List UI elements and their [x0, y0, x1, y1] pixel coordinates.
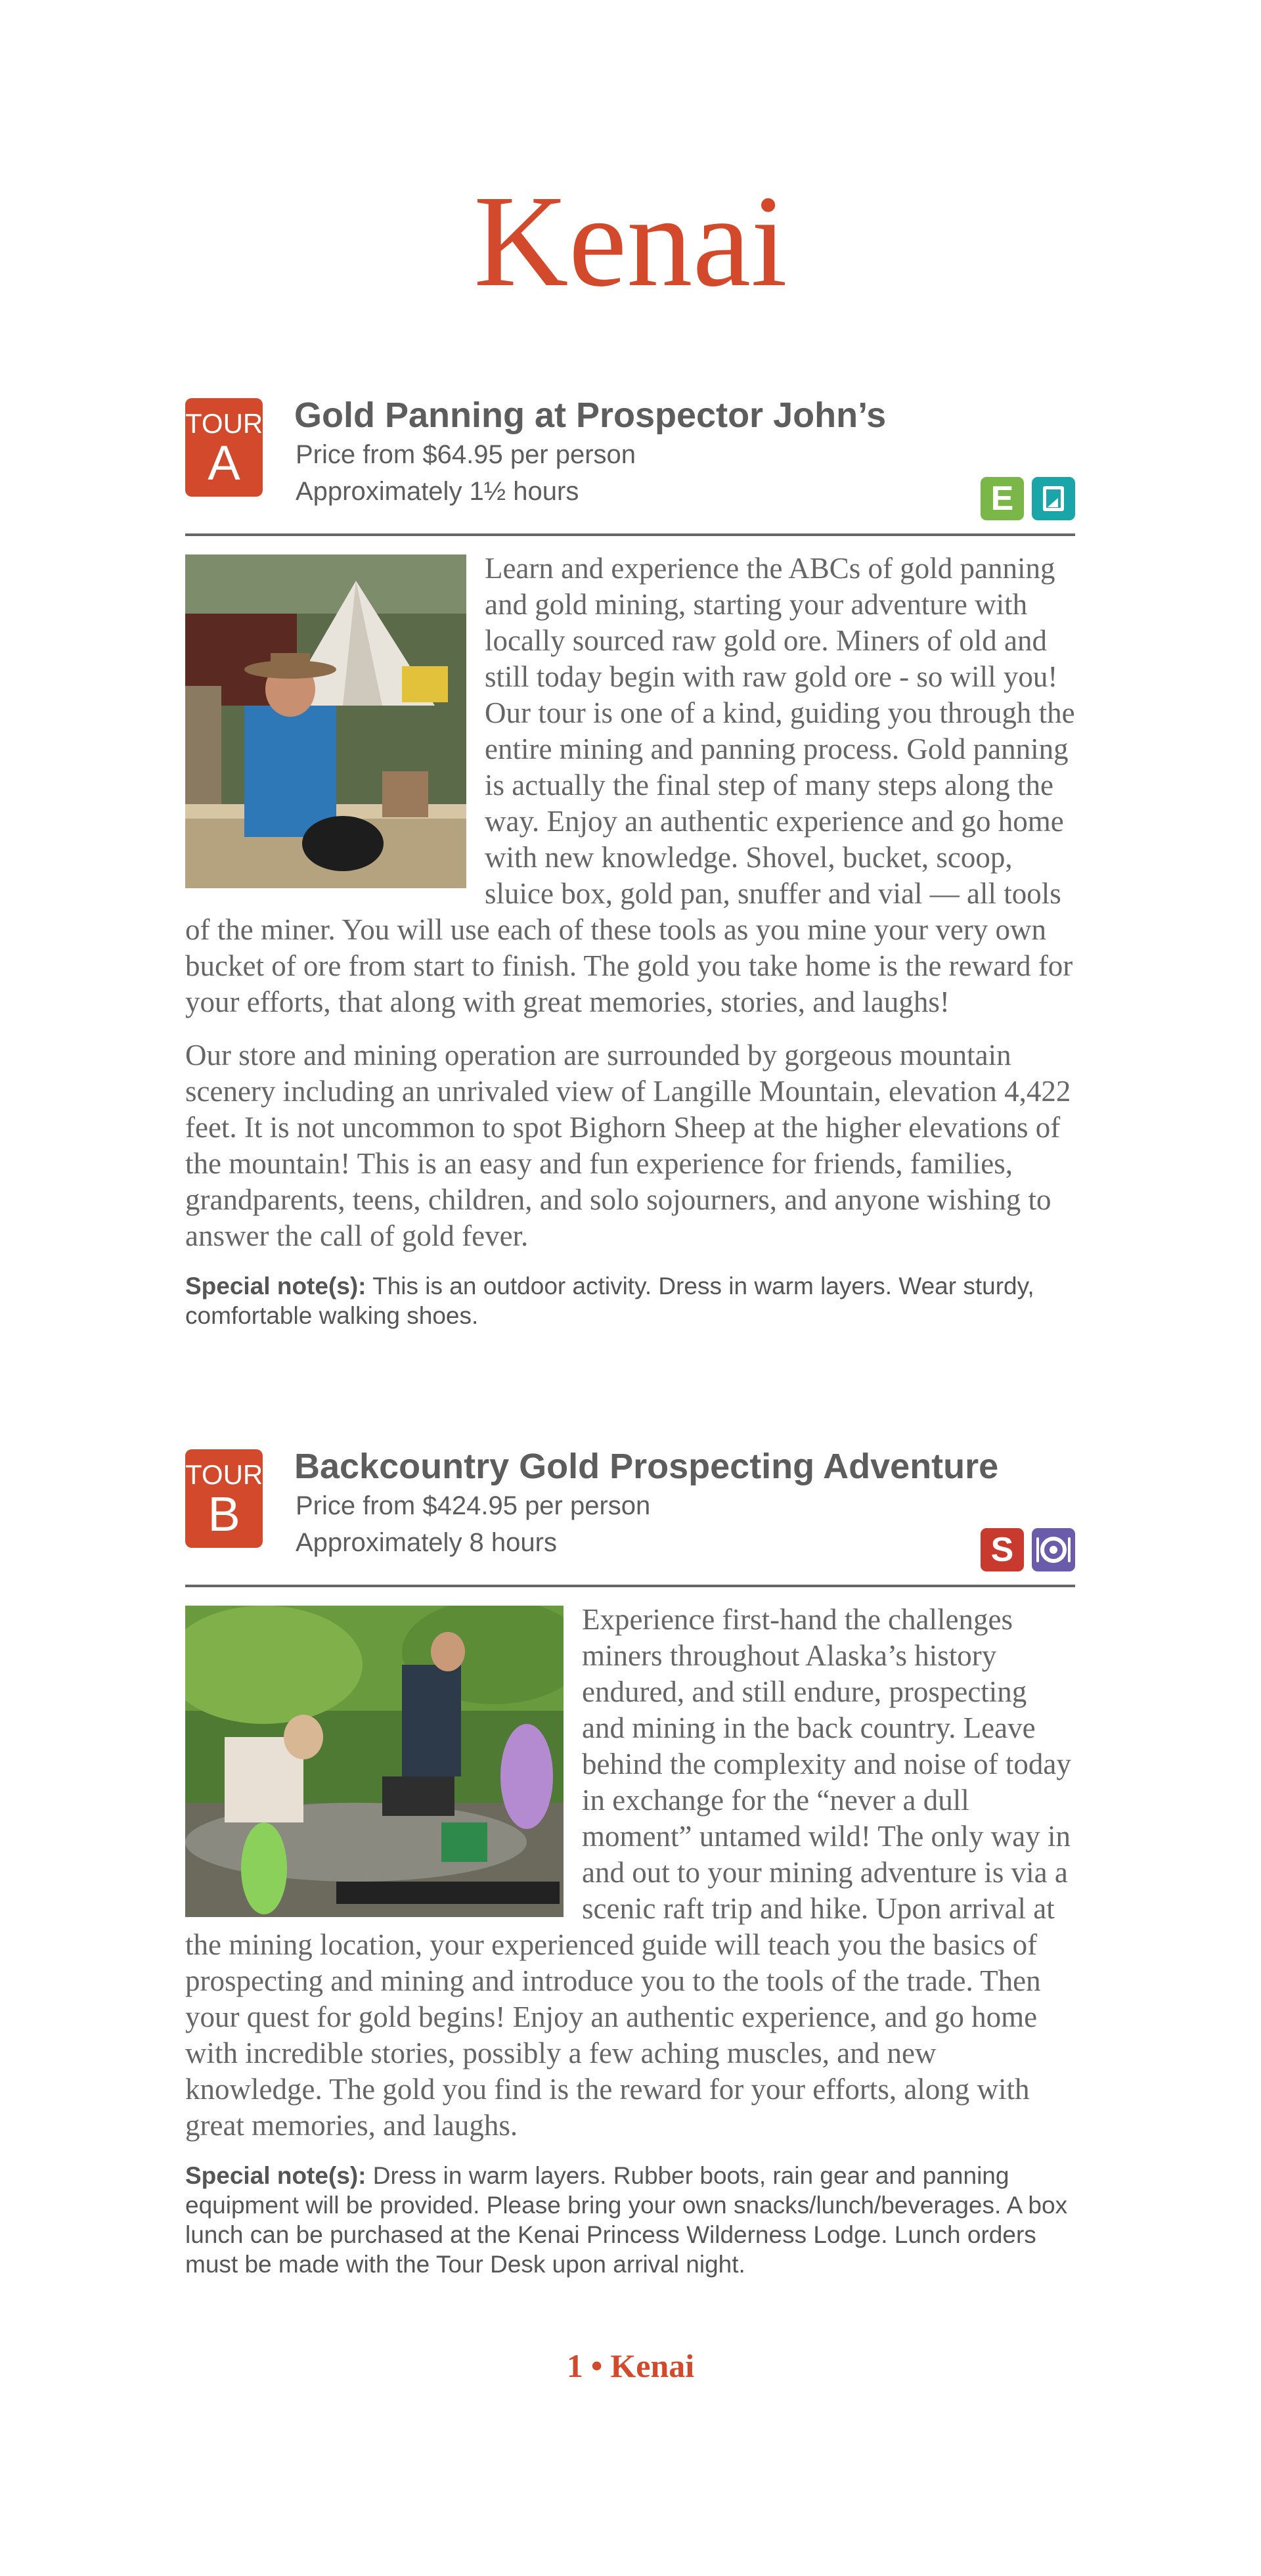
badge-word: TOUR: [185, 408, 263, 439]
tour-duration: Approximately 1½ hours: [296, 477, 579, 506]
special-note-label: Special note(s):: [185, 2162, 366, 2189]
easy-activity-icon: E: [981, 477, 1024, 520]
description-paragraph: Our store and mining operation are surrounded by gorgeous mountain scenery including an unrivaled view of Langille Mountain, elevation 4,422 feet. It is not uncommon to spot Bighorn Sheep at the higher elevations of the mountain! This is an easy and fun experience for friends, families, grandparents, teens, children, and solo sojourners, and anyone wishing to answer the call of gold fever.: [185, 1039, 1071, 1252]
tour-header: [185, 394, 1075, 533]
page-footer: [0, 2347, 1261, 2385]
tour-photo: [185, 1606, 564, 1917]
special-note: [185, 1271, 1075, 1330]
page-number: 1: [566, 2347, 583, 2384]
tour-description: [185, 1602, 1075, 2279]
badge-word: TOUR: [185, 1459, 263, 1490]
divider: [185, 1585, 1075, 1587]
description-paragraph: Experience first-hand the challenges miners throughout Alaska’s history endured, and still endure, prospecting and mining in the back country. Leave behind the complexity and noise of today in exchange for the “never a dull moment” untamed wild! The only way in and out to your mining adventure is via a scenic raft trip and hike. Upon arrival at the mining location, your experienced guide will teach you the basics of prospecting and mining and introduce you to the tools of the trade. Then your quest for gold begins! Enjoy an authentic experience, and go home with incredible stories, possibly a few aching muscles, and new knowledge. The gold you find is the reward for your efforts, along with great memories, and laughs.: [185, 1603, 1071, 2142]
badge-letter: A: [208, 436, 240, 490]
special-note: [185, 2161, 1075, 2279]
footer-section: Kenai: [610, 2347, 695, 2384]
strenuous-activity-icon: S: [981, 1528, 1024, 1571]
tour-duration: Approximately 8 hours: [296, 1528, 557, 1557]
tour-header: [185, 1445, 1075, 1585]
description-paragraph: Learn and experience the ABCs of gold panning and gold mining, starting your adventure with locally sourced raw gold ore. Miners of old and still today begin with raw gold ore - so will you! Our tour is one of a kind, guiding you through the entire mining and panning process. Gold panning is actually the final step of many steps along the way. Enjoy an authentic experience and go home with new knowledge. Shovel, bucket, scoop, sluice box, gold pan, snuffer and vial — all tools of the miner. You will use each of these tools as you mine your very own bucket of ore from start to finish. The gold you take home is the reward for your efforts, that along with great memories, stories, and laughs!: [185, 552, 1075, 1018]
tour-name: Backcountry Gold Prospecting Adventure: [294, 1447, 999, 1486]
special-note-text: This is an outdoor activity. Dress in warm layers. Wear sturdy, comfortable walking shoes.: [185, 1273, 1034, 1329]
tour-b: [185, 1445, 1075, 2279]
activity-tags: [981, 1528, 1075, 1571]
special-note-label: Special note(s):: [185, 1273, 366, 1299]
tour-badge: [185, 398, 263, 497]
tour-a: [185, 394, 1075, 1330]
tour-price: Price from $64.95 per person: [296, 440, 636, 469]
footer-separator: •: [590, 2347, 603, 2384]
tour-price: Price from $424.95 per person: [296, 1491, 651, 1520]
divider: [185, 533, 1075, 536]
activity-tags: [981, 477, 1075, 520]
tour-name: Gold Panning at Prospector John’s: [294, 395, 887, 435]
tour-description: [185, 551, 1075, 1330]
page-title: Kenai: [474, 169, 787, 314]
book-icon: [1032, 477, 1075, 520]
badge-letter: B: [208, 1487, 240, 1541]
tour-photo: [185, 554, 466, 888]
special-note-text: Dress in warm layers. Rubber boots, rain gear and panning equipment will be provided. Please bring your own snacks/lunch/beverages. A box lunch can be purchased at the Kenai Princess Wilderness Lodge. Lunch orders must be made with the Tour Desk upon arrival night.: [185, 2162, 1068, 2278]
meal-icon: [1032, 1528, 1075, 1571]
tour-badge: [185, 1449, 263, 1548]
